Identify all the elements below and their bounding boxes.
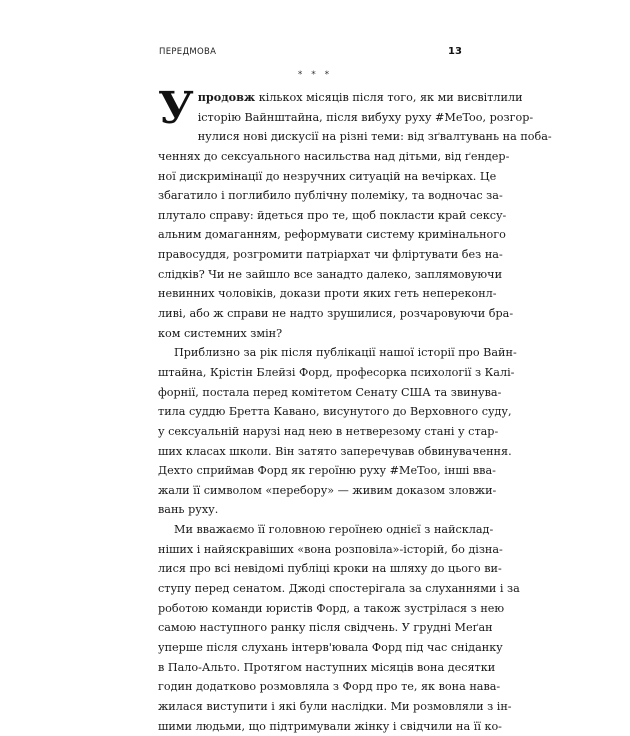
text-line: годин додатково розмовляла з Форд про те, як вона нава-: [158, 677, 463, 697]
text-line: ної дискримінації до незручних ситуацій на вечірках. Це: [158, 167, 463, 187]
text-line: лися про всі невідомі публіці кроки на шляху до цього ви-: [158, 559, 463, 579]
text-line: ченнях до сексуального насильства над дітьми, від ґендер-: [158, 147, 463, 167]
lead-in-bold: продовж: [198, 90, 255, 104]
running-head: ПЕРЕДМОВА: [159, 47, 216, 57]
text-line: альним домаганням, реформувати систему кримінального: [158, 225, 463, 245]
text-line: нулися нові дискусії на різні теми: від зґвалтувань на поба-: [158, 127, 463, 147]
text-line: шими людьми, що підтримували жінку і свідчили на її ко-: [158, 717, 463, 736]
text-line: правосуддя, розгромити патріархат чи фліртувати без на-: [158, 245, 463, 265]
page-number: 13: [448, 46, 462, 57]
text-line: збагатило і поглибило публічну полеміку, та водночас за-: [158, 186, 463, 206]
text-line: тила суддю Бретта Кавано, висунутого до Верховного суду,: [158, 402, 463, 422]
text-line: жилася виступити і які були наслідки. Ми розмовляли з ін-: [158, 697, 463, 717]
text-line: уперше після слухань інтерв'ювала Форд під час сніданку: [158, 638, 463, 658]
text-line: ком системних змін?: [158, 324, 463, 344]
text-line: ніших і найяскравіших «вона розповіла»-історій, бо дізна-: [158, 540, 463, 560]
text-line: Ми вважаємо її головною героїнею однієї з найсклад-: [158, 520, 463, 540]
text-line: Дехто сприймав Форд як героїню руху #MeToo, інші вва-: [158, 461, 463, 481]
text-line: продовж кількох місяців після того, як ми висвітлили: [158, 88, 463, 108]
text-line: слідків? Чи не зайшло все занадто далеко, заплямовуючи: [158, 265, 463, 285]
text-line: історію Вайнштайна, після вибуху руху #MeToo, розгор-: [158, 108, 463, 128]
text-line: ливі, або ж справи не надто зрушилися, розчаровуючи бра-: [158, 304, 463, 324]
text-line: роботою команди юристів Форд, а також зустрілася з нею: [158, 599, 463, 619]
paragraph-2: [158, 343, 463, 520]
text-line: форнії, постала перед комітетом Сенату США та звинува-: [158, 383, 463, 403]
text-line: ших класах школи. Він затято заперечував обвинувачення.: [158, 442, 463, 462]
text-line: жали її символом «перебору» — живим доказом зловжи-: [158, 481, 463, 501]
text-line: вань руху.: [158, 500, 463, 520]
text-line: невинних чоловіків, докази проти яких геть непереконл-: [158, 284, 463, 304]
paragraph-3: [158, 520, 463, 736]
drop-cap: У: [158, 90, 194, 128]
text-line: у сексуальній нарузі над нею в нетверезому стані у стар-: [158, 422, 463, 442]
text-line: в Пало-Альто. Протягом наступних місяців вона десятки: [158, 658, 463, 678]
text-line: Приблизно за рік після публікації нашої історії про Вайн-: [158, 343, 463, 363]
text-line: плутало справу: йдеться про те, щоб покласти край сексу-: [158, 206, 463, 226]
section-break: * * *: [0, 70, 630, 80]
text-line: самою наступного ранку після свідчень. У грудні Меґан: [158, 618, 463, 638]
text-line: штайна, Крістін Блейзі Форд, професорка психології з Калі-: [158, 363, 463, 383]
text-line: ступу перед сенатом. Джоді спостерігала за слуханнями і за: [158, 579, 463, 599]
body-text: [158, 88, 463, 736]
paragraph-1: [158, 88, 463, 343]
